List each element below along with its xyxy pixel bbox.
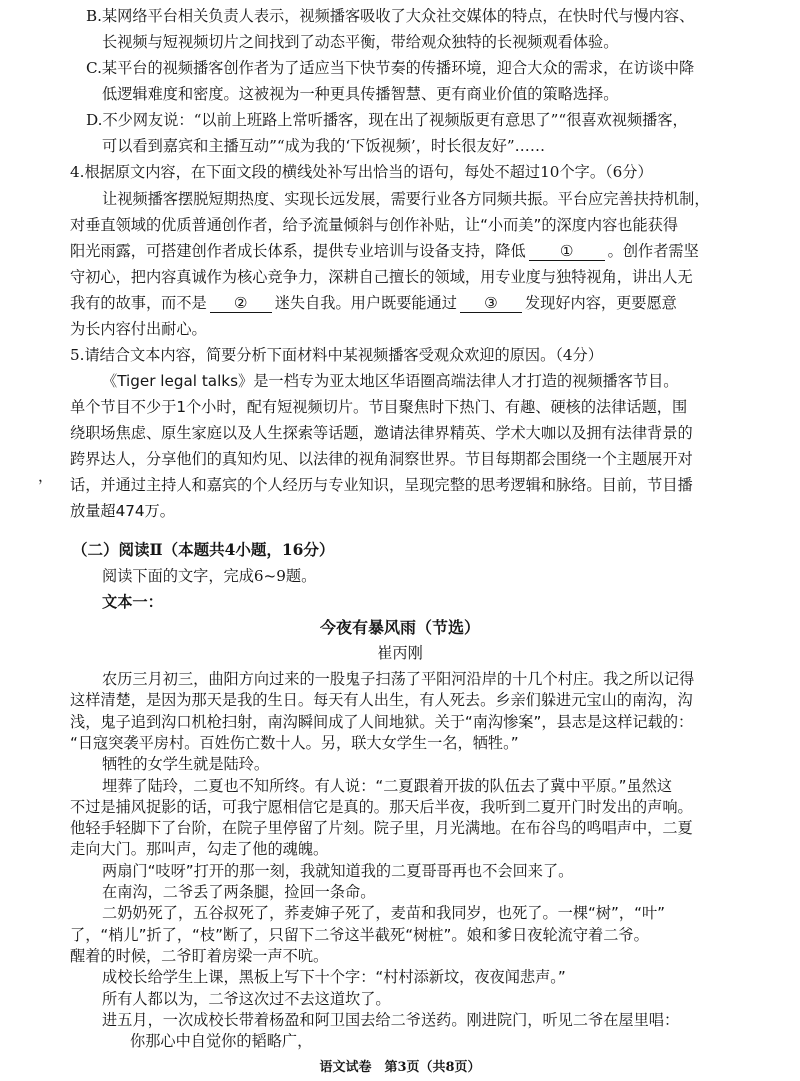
answer-blank-2[interactable]: ② — [210, 294, 272, 313]
q4-passage-line: 让视频播客摆脱短期热度、实现长远发展，需要行业各方同频共振。平台应完善扶持机制， — [102, 190, 710, 208]
q3-option-b-line2: 长视频与短视频切片之间找到了动态平衡，带给观众独特的长视频观看体验。 — [102, 33, 619, 51]
article-line: 成校长给学生上课，黑板上写下十个字：“村村添新坟，夜夜闻悲声。” — [102, 968, 566, 987]
q3-option-d-line2: 可以看到嘉宾和主播互动”“成为我的‘下饭视频’，时长很友好”…… — [102, 137, 546, 155]
q4-prompt: 4.根据原文内容，在下面文段的横线处补写出恰当的语句，每处不超过10个字。（6分） — [70, 163, 653, 181]
article-line: 这样清楚，是因为那天是我的生日。每天有人出生，有人死去。乡亲们躲进元宝山的南沟，沟 — [70, 691, 693, 710]
article-line: 二奶奶死了，五谷叔死了，荞麦婶子死了，麦苗和我同岁，也死了。一棵“树”，“叶” — [102, 904, 666, 923]
article-line: 你那心中自觉你的韬略广， — [130, 1032, 313, 1051]
article-author: 崔丙刚 — [377, 644, 423, 662]
article-line: 进五月，一次成校长带着杨盈和阿卫国去给二爷送药。刚进院门，听见二爷在屋里唱： — [102, 1010, 680, 1029]
q4-passage-text: 阳光雨露，可搭建创作者成长体系，提供专业培训与设备支持，降低 — [70, 242, 526, 260]
q4-passage-text: 发现好内容，更要愿意 — [524, 294, 677, 312]
q4-passage-text: 我有的故事，而不是 — [70, 294, 207, 312]
q4-passage-line — [70, 241, 699, 261]
article-line: 埋葬了陆玲，二夏也不知所终。有人说：“二夏跟着开拔的队伍去了冀中平原。”虽然这 — [102, 776, 673, 795]
q5-material-line: 跨界达人，分享他们的真知灼见、以法律的视角洞察世界。节目每期都会围绕一个主题展开对 — [70, 450, 693, 468]
q3-option-d-line1: D.不少网友说：“以前上班路上常听播客，现在出了视频版更有意思了”“很喜欢视频播客， — [86, 111, 688, 129]
q5-material-line: 《Tiger legal talks》是一档专为亚太地区华语圈高端法律人才打造的视频播客节目。 — [102, 372, 679, 390]
article-line: 走向大门。那叫声，勾走了他的魂魄。 — [70, 840, 329, 859]
q4-passage-line: 为长内容付出耐心。 — [70, 320, 207, 338]
article-line: 牺牲的女学生就是陆玲。 — [102, 755, 270, 774]
q5-material-line: 放量超474万。 — [70, 502, 175, 520]
q3-option-c-line1: C.某平台的视频播客创作者为了适应当下快节奏的传播环境，迎合大众的需求，在访谈中降 — [86, 59, 695, 77]
article-line: 所有人都以为，二爷这次过不去这道坎了。 — [102, 989, 391, 1008]
article-line: 醒着的时候，二爷盯着房梁一声不吭。 — [70, 946, 329, 965]
article-title: 今夜有暴风雨（节选） — [319, 618, 480, 637]
article-line: 他轻手轻脚下了台阶，在院子里停留了片刻。院子里，月光满地。在布谷鸟的鸣唱声中，二夏 — [70, 819, 693, 838]
section-heading: （二）阅读Ⅱ（本题共4小题，16分） — [72, 540, 335, 559]
article-line: 浅，鬼子追到沟口机枪扫射，南沟瞬间成了人间地狱。关于“南沟惨案”，县志是这样记载的： — [70, 712, 694, 731]
q4-passage-text: 。创作者需坚 — [607, 242, 699, 260]
q5-material-line: 绕职场焦虑、原生家庭以及人生探索等话题，邀请法律界精英、学术大咖以及拥有法律背景的 — [70, 424, 693, 442]
q4-passage-line — [70, 293, 677, 313]
article-line: “日寇突袭平房村。百姓伤亡数十人。另，联大女学生一名，牺牲。” — [70, 733, 519, 752]
q5-material-line: 单个节目不少于1个小时，配有短视频切片。节目聚焦时下热门、有趣、硬核的法律话题，围 — [70, 398, 688, 416]
q3-option-c-line2: 低逻辑难度和密度。这被视为一种更具传播智慧、更有商业价值的策略选择。 — [102, 85, 619, 103]
q4-passage-text: 迷失自我。用户既要能通过 — [274, 294, 457, 312]
answer-blank-3[interactable]: ③ — [460, 294, 522, 313]
q5-material-line: 话，并通过主持人和嘉宾的个人经历与专业知识，呈现完整的思考逻辑和脉络。目前，节目播 — [70, 476, 693, 494]
q5-prompt: 5.请结合文本内容，简要分析下面材料中某视频播客受观众欢迎的原因。（4分） — [70, 346, 603, 364]
margin-mark: ， — [38, 467, 54, 485]
page-footer: 语文试卷 第3页（共8页） — [319, 1060, 481, 1075]
q4-passage-line: 对垂直领域的优质普通创作者，给予流量倾斜与创作补贴，让“小而美”的深度内容也能获得 — [70, 216, 679, 234]
q3-option-b-line1: B.某网络平台相关负责人表示，视频播客吸收了大众社交媒体的特点，在快时代与慢内容、 — [86, 7, 695, 25]
section-instruction: 阅读下面的文字，完成6~9题。 — [102, 567, 317, 585]
article-line: 不过是捕风捉影的话，可我宁愿相信它是真的。那天后半夜，我听到二夏开门时发出的声响。 — [70, 797, 693, 816]
article-line: 农历三月初三，曲阳方向过来的一股鬼子扫荡了平阳河沿岸的十几个村庄。我之所以记得 — [102, 670, 695, 688]
text-label: 文本一： — [102, 593, 163, 611]
article-line: 了，“梢儿”折了，“枝”断了，只留下二爷这半截死“树桩”。娘和爹日夜轮流守着二爷。 — [70, 925, 649, 944]
q4-passage-line: 守初心，把内容真诚作为核心竞争力，深耕自己擅长的领域，用专业度与独特视角，讲出人无 — [70, 268, 693, 286]
article-line: 两扇门“吱呀”打开的那一刻，我就知道我的二夏哥哥再也不会回来了。 — [102, 861, 574, 880]
answer-blank-1[interactable]: ① — [529, 242, 605, 261]
article-line: 在南沟，二爷丢了两条腿，捡回一条命。 — [102, 883, 376, 901]
